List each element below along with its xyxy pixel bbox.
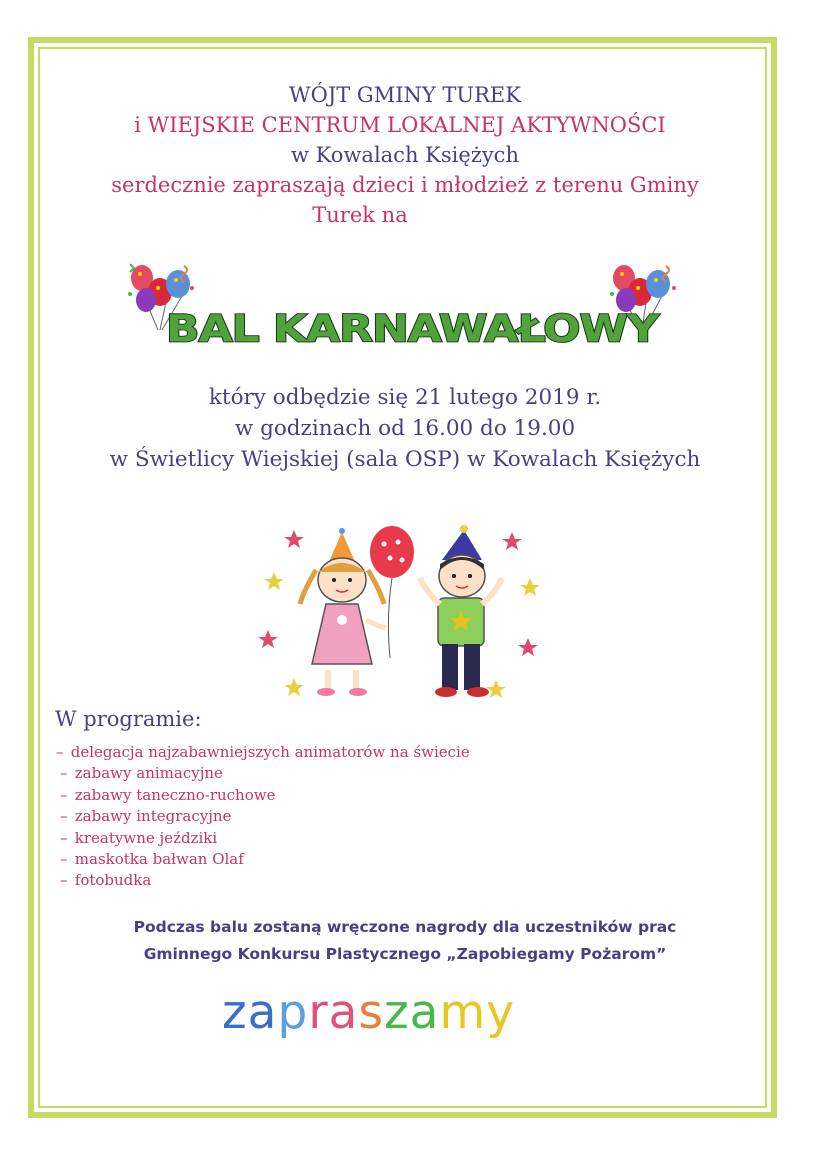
program-title: W programie: xyxy=(55,707,202,731)
invite-letter: a xyxy=(328,985,359,1040)
list-item: – kreatywne jeździki xyxy=(60,828,218,847)
event-place: w Świetlicy Wiejskiej (sala OSP) w Kowalach Księżych xyxy=(109,447,701,472)
list-item: – maskotka bałwan Olaf xyxy=(60,850,244,869)
invite-letter: a xyxy=(409,985,440,1040)
invite-letter: r xyxy=(308,985,329,1040)
header-line-4: serdecznie zapraszają dzieci i młodzież z terenu Gminy xyxy=(111,173,699,197)
invite-letter: z xyxy=(383,985,410,1040)
invite-letter: y xyxy=(486,985,516,1040)
header-line-3: w Kowalach Księżych xyxy=(291,143,519,167)
header xyxy=(60,80,750,230)
award-line-2: Gminnego Konkursu Plastycznego „Zapobiegamy Pożarom” xyxy=(143,945,667,963)
event-hours: w godzinach od 16.00 do 19.00 xyxy=(234,416,576,441)
list-item: – delegacja najzabawniejszych animatorów na świecie xyxy=(56,743,470,761)
award-line-1: Podczas balu zostaną wręczone nagrody dla uczestników prac xyxy=(133,918,677,936)
list-item: – fotobudka xyxy=(60,871,152,890)
invite-letter: s xyxy=(358,985,384,1040)
header-line-2: i WIEJSKIE CENTRUM LOKALNEJ AKTYWNOŚCI xyxy=(134,113,666,137)
list-item: – zabawy animacyjne xyxy=(60,764,223,783)
event-date: który odbędzie się 21 lutego 2019 r. xyxy=(208,385,602,410)
header-line-1: WÓJT GMINY TUREK xyxy=(289,83,521,107)
invite-letter: z xyxy=(222,985,248,1040)
list-item: – zabawy taneczno-ruchowe xyxy=(60,785,276,804)
program-list xyxy=(56,742,470,892)
invite-letter: p xyxy=(277,985,309,1040)
award-notice xyxy=(60,914,750,968)
balloons-and-title xyxy=(100,258,720,368)
invite-letter: m xyxy=(439,985,487,1040)
invite-word xyxy=(222,985,515,1040)
event-title: BAL KARNAWAŁOWY xyxy=(166,306,658,351)
list-item: – zabawy integracyjne xyxy=(60,807,232,826)
title-banner xyxy=(100,258,720,368)
invite-letter: a xyxy=(247,985,278,1040)
kids-illustration xyxy=(258,520,558,710)
header-line-5: Turek na xyxy=(312,203,408,227)
party-kids-icon xyxy=(258,520,558,710)
event-details xyxy=(50,382,760,475)
